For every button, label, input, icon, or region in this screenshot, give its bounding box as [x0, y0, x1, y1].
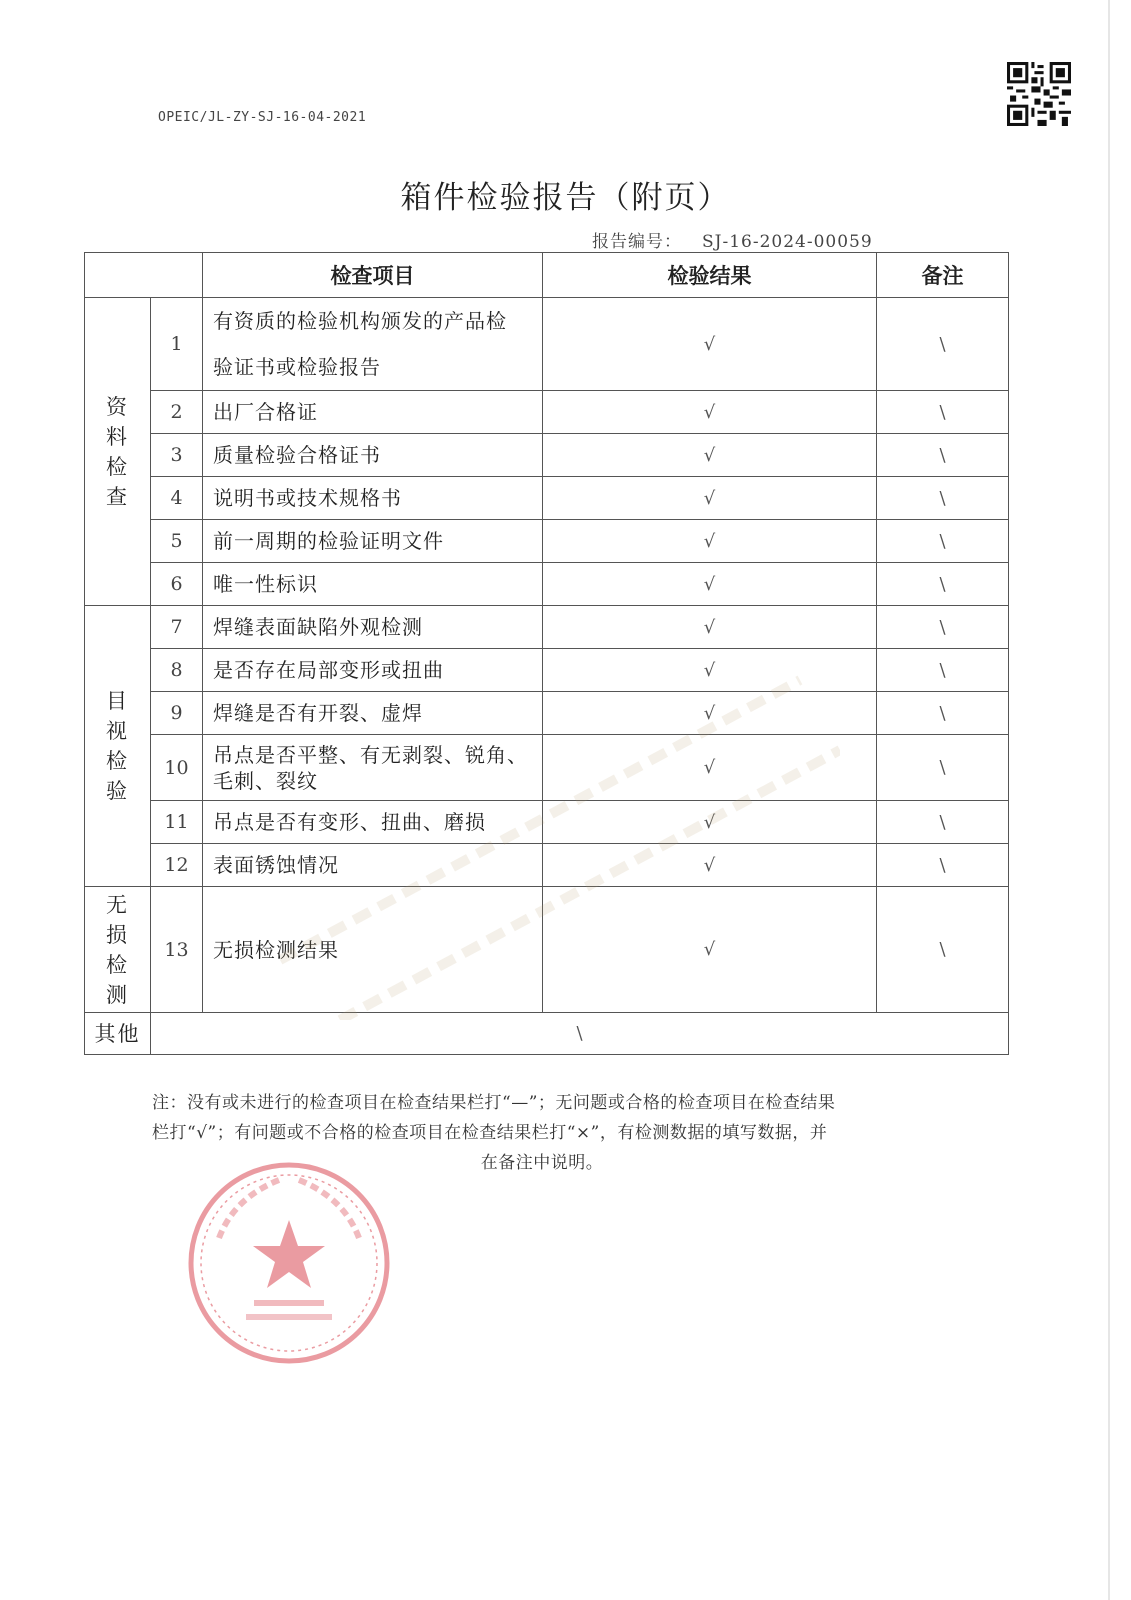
- row-item: 说明书或技术规格书: [203, 477, 543, 520]
- row-result: √: [543, 298, 877, 391]
- row-note: \: [877, 606, 1009, 649]
- footnote-line2: 栏打“√”；有问题或不合格的检查项目在检查结果栏打“×”，有检测数据的填写数据，并: [152, 1123, 828, 1143]
- report-title: 箱件检验报告（附页）: [400, 180, 731, 216]
- row-item: 前一周期的检验证明文件: [203, 520, 543, 563]
- table-row-other: [85, 1013, 1009, 1055]
- row-result: √: [543, 735, 877, 801]
- row-item-line2: 验证书或检验报告: [213, 355, 381, 379]
- footnote-line3: 在备注中说明。: [480, 1153, 604, 1173]
- row-result: √: [543, 520, 877, 563]
- row-note: \: [877, 844, 1009, 887]
- table-row: [85, 735, 1009, 801]
- row-result: √: [543, 391, 877, 434]
- row-item: 吊点是否有变形、扭曲、磨损: [203, 801, 543, 844]
- row-no: 6: [151, 563, 203, 606]
- row-no: 4: [151, 477, 203, 520]
- row-note: \: [877, 391, 1009, 434]
- qr-code-icon: [1007, 62, 1071, 126]
- row-result: √: [543, 887, 877, 1013]
- row-item: [203, 735, 543, 801]
- row-note: \: [877, 801, 1009, 844]
- row-result: √: [543, 649, 877, 692]
- row-item-line2: 毛刺、裂纹: [213, 768, 318, 793]
- row-item-line1: 吊点是否平整、有无剥裂、锐角、: [213, 742, 528, 767]
- row-note: \: [877, 477, 1009, 520]
- table-row: [85, 520, 1009, 563]
- row-item: 无损检测结果: [203, 887, 543, 1013]
- row-note: \: [877, 692, 1009, 735]
- table-row: [85, 844, 1009, 887]
- row-note: \: [877, 887, 1009, 1013]
- footnote-line1: 注：没有或未进行的检查项目在检查结果栏打“—”；无问题或合格的检查项目在检查结果: [152, 1093, 836, 1113]
- row-item: 质量检验合格证书: [203, 434, 543, 477]
- row-result: √: [543, 844, 877, 887]
- row-no: 8: [151, 649, 203, 692]
- row-no: 5: [151, 520, 203, 563]
- category-visual: [85, 606, 151, 887]
- official-seal-stamp: [184, 1158, 394, 1368]
- header-result: 检验结果: [543, 253, 877, 298]
- row-result: √: [543, 434, 877, 477]
- category-docs-label: 资料检查: [106, 394, 129, 509]
- report-number-value: SJ-16-2024-00059: [702, 232, 873, 252]
- row-note: \: [877, 434, 1009, 477]
- category-docs: [85, 298, 151, 606]
- row-result: √: [543, 801, 877, 844]
- row-result: √: [543, 477, 877, 520]
- table-row: [85, 887, 1009, 1013]
- other-value: \: [151, 1013, 1009, 1055]
- category-visual-label: 目视检验: [106, 689, 129, 803]
- row-note: \: [877, 563, 1009, 606]
- row-item: 出厂合格证: [203, 391, 543, 434]
- table-header-row: [85, 253, 1009, 298]
- row-item: 是否存在局部变形或扭曲: [203, 649, 543, 692]
- document-code: OPEIC/JL-ZY-SJ-16-04-2021: [158, 110, 367, 125]
- table-row: [85, 801, 1009, 844]
- category-other: 其他: [85, 1013, 151, 1055]
- row-no: 10: [151, 735, 203, 801]
- table-row: [85, 649, 1009, 692]
- table-row: [85, 391, 1009, 434]
- row-no: 7: [151, 606, 203, 649]
- row-result: √: [543, 692, 877, 735]
- row-item: 唯一性标识: [203, 563, 543, 606]
- row-no: 11: [151, 801, 203, 844]
- table-row: [85, 692, 1009, 735]
- row-result: √: [543, 606, 877, 649]
- header-blank: [85, 253, 203, 298]
- row-no: 9: [151, 692, 203, 735]
- row-item: 焊缝表面缺陷外观检测: [203, 606, 543, 649]
- header-note: 备注: [877, 253, 1009, 298]
- row-item: [203, 298, 543, 391]
- row-no: 1: [151, 298, 203, 391]
- category-ndt: [85, 887, 151, 1013]
- scan-edge: [1108, 0, 1110, 1600]
- table-row: [85, 563, 1009, 606]
- row-note: \: [877, 520, 1009, 563]
- row-no: 3: [151, 434, 203, 477]
- table-row: [85, 434, 1009, 477]
- row-note: \: [877, 735, 1009, 801]
- row-no: 12: [151, 844, 203, 887]
- category-ndt-label: 无损检测: [106, 892, 129, 1007]
- report-number-label: 报告编号：: [592, 232, 682, 252]
- table-row: [85, 606, 1009, 649]
- row-item: 表面锈蚀情况: [203, 844, 543, 887]
- row-no: 2: [151, 391, 203, 434]
- report-number: [592, 227, 873, 252]
- row-note: \: [877, 649, 1009, 692]
- table-row: [85, 298, 1009, 391]
- header-item: 检查项目: [203, 253, 543, 298]
- table-row: [85, 477, 1009, 520]
- row-item: 焊缝是否有开裂、虚焊: [203, 692, 543, 735]
- inspection-table: [84, 252, 1009, 1055]
- row-no: 13: [151, 887, 203, 1013]
- row-note: \: [877, 298, 1009, 391]
- row-item-line1: 有资质的检验机构颁发的产品检: [213, 309, 507, 333]
- row-result: √: [543, 563, 877, 606]
